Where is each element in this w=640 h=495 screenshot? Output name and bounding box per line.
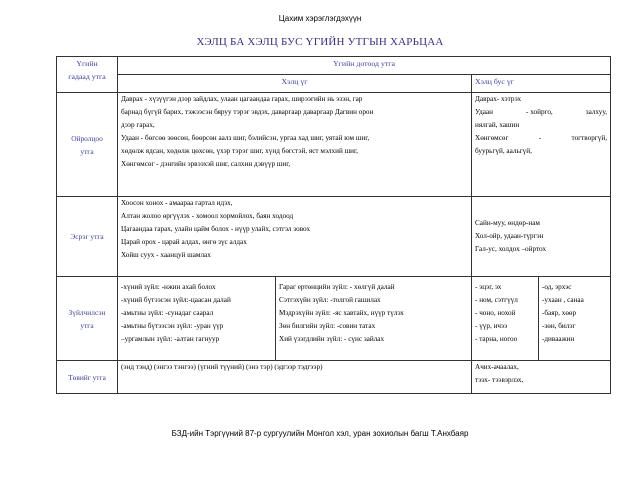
list-item: - эцэг, эх	[475, 283, 502, 291]
list-item: -диваажин	[542, 335, 575, 343]
header-helts: Хэлц үг	[118, 75, 472, 93]
list-item: тээх- тээвэрлэх,	[475, 376, 524, 384]
list-item: Сэтгэхүйн зүйл: -толгой гашилах	[279, 296, 381, 304]
list-item: барнад бүгүй барих, тэжээсэн бяруу тэрэг эвдэх, даваргаар даваргаар Дагвин орон	[121, 108, 374, 116]
list-item: -ухаан , санаа	[542, 296, 584, 304]
list-item: Цагаандаа гарах, улайн цайм болох - нүүр улайх, сэтгэл зовох	[121, 225, 311, 233]
list-item: -хүний зүйл: -нжин ахай болох	[121, 283, 216, 291]
list-item: хөдөлж ядсан, хөдөлж цөхсөн, үхэр тэрэг шиг, хүнд бөгстэй, яст мэлхий шиг,	[121, 147, 358, 155]
comparison-table	[56, 56, 611, 394]
list-item: Сайн-муу, өндөр-нам	[475, 219, 540, 227]
antonym-helts-cell	[118, 197, 472, 277]
metaphor-nonhelts-left-cell	[472, 277, 539, 361]
list-item: Хойш суух - хаанцуй шамлах	[121, 251, 211, 259]
list-item: -хүний бүтээсэн зүйл:-цаасан далай	[121, 296, 231, 304]
list-item: Гараг ертөнцийн зүйл: - хөлгүй далай	[279, 283, 395, 291]
row-label-neutral: Төвийг утга	[57, 361, 118, 394]
list-item: - үүр, ичээ	[475, 322, 508, 330]
list-item: - чоно, нохой	[475, 309, 516, 317]
list-item: Хоосон хонох - амаараа гартал идэх,	[121, 199, 233, 207]
list-item: -од, эрхэс	[542, 283, 572, 291]
list-item: - тарна, ногоо	[475, 335, 518, 343]
list-item: Хөнгөмсөг - дэнгийн эрвээхэй шиг, салхин дэвүүр шиг,	[121, 160, 291, 168]
page-title: ХЭЛЦ БА ХЭЛЦ БУС ҮГИЙН УТГЫН ХАРЬЦАА	[196, 36, 444, 48]
list-item: Хий үзэгдлийн зүйл: - сүнс зайлах	[279, 335, 385, 343]
page-footer: БЗД-ийн Тэргүүний 87-р сургуулийн Монгол хэл, уран зохиолын багш Т.Анхбаяр	[171, 429, 469, 438]
list-item: –ургамлын зүйл: -алтан гагнуур	[121, 335, 220, 343]
metaphor-nonhelts-right-cell	[539, 277, 611, 361]
list-item: Ачих-ачаалах,	[475, 363, 519, 371]
list-item: Даврах - хүзүүгэн дээр зайдлах, улаан цагаандаа гарах, ширээгийн нь эзэн, гар	[121, 95, 363, 103]
list-item: Удаан - бөгсөө зөөсөн, бөөрсөн аалз шиг, бэлийсэн, ургаа хад шиг, уятай юм шиг,	[121, 134, 370, 142]
list-item: Царай орох - царай алдах, өнгө зүс алдах	[121, 238, 247, 246]
header-nonhelts: Хэлц бус үг	[472, 75, 611, 93]
header-outer-meaning: Үгийн гадаад утга	[57, 57, 118, 93]
list-item: -баяр, хөөр	[542, 309, 577, 317]
list-item: дээр гарах,	[121, 121, 155, 129]
list-item: Алтан жолоо өргүүлэх - хомоол хормойлох, баян ходоод	[121, 212, 294, 220]
list-item: Мэдрэхүйн зүйл: -яс хавтайх, нүүр түлэх	[279, 309, 404, 317]
synonym-nonhelts-cell: Даврах- хэтрэх Удаан - хойрго, залхуу, нялгай, хашин Хөнгөмсөг - тогтворгүй, буурьгүй, аальгүй,	[472, 93, 611, 197]
list-item: -зөн, билэг	[542, 322, 576, 330]
list-item: -амьтны зүйл: -сунадаг саарал	[121, 309, 214, 317]
metaphor-helts-right-cell	[276, 277, 472, 361]
row-label-antonym: Эсрэг утга	[57, 197, 118, 277]
page-header: Цахим хэрэглэгдэхүүн	[278, 14, 362, 23]
list-item: Хол-ойр, удаан-түргэн	[475, 232, 544, 240]
list-item: -амьтны бүтээсэн зүйл: -уран үүр	[121, 322, 224, 330]
header-inner-meaning: Үгийн дотоод утга	[118, 57, 611, 75]
antonym-nonhelts-cell	[472, 197, 611, 277]
list-item: Зөн билгийн зүйл: -совин татах	[279, 322, 376, 330]
row-label-metaphor: Зүйлчилсэн утга	[57, 277, 118, 361]
neutral-helts-cell: (энд тэнд) (энгээ тэнгээ) (үгний түүний) (энэ тэр) (эдгээр тэдгээр)	[118, 361, 472, 394]
neutral-nonhelts-cell	[472, 361, 611, 394]
list-item: - ном, сэтгүүл	[475, 296, 518, 304]
list-item: Гал-ус, холдох –ойртох	[475, 245, 547, 253]
metaphor-helts-left-cell	[118, 277, 276, 361]
row-label-synonym: Ойролцоо утга	[57, 93, 118, 197]
synonym-helts-cell	[118, 93, 472, 197]
